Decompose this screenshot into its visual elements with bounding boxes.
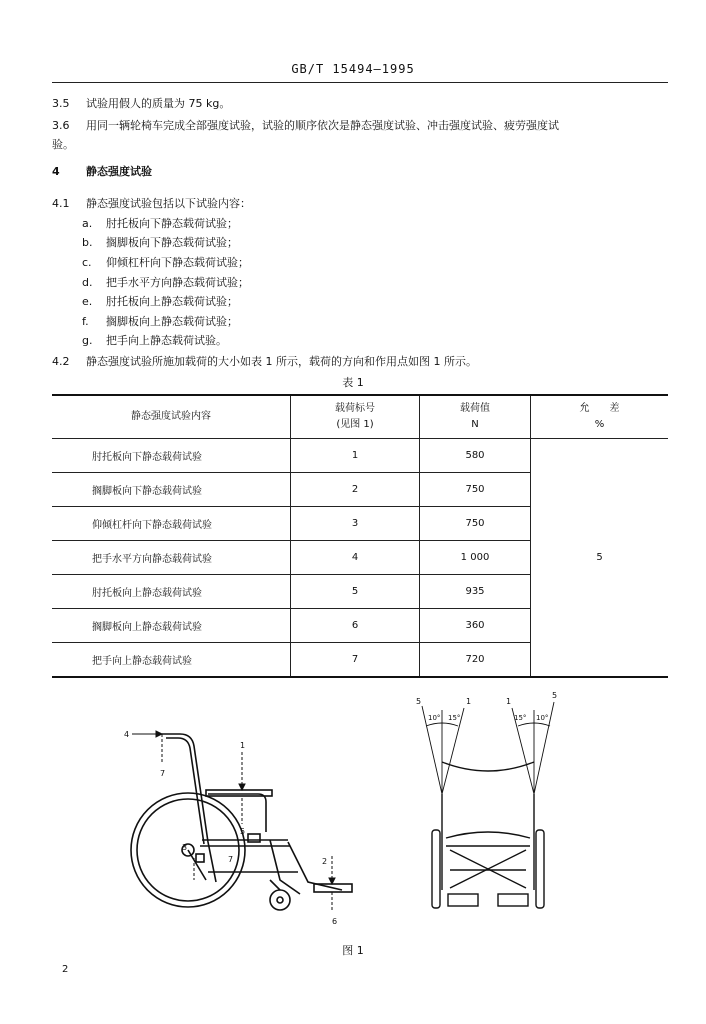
page-number: 2 — [62, 964, 69, 975]
table-row: 把手水平方向静态载荷试验 4 1 000 — [52, 541, 668, 575]
clause-3-6: 3.6 用同一辆轮椅车完成全部强度试验，试验的顺序依次是静态强度试验、冲击强度试验、疲劳强度试 — [52, 119, 559, 132]
table-header-row — [52, 395, 668, 439]
wheelchair-front-view — [408, 690, 568, 930]
header-tolerance: 允 差 % — [531, 395, 669, 439]
clause-3-6-continued: 验。 — [52, 138, 74, 151]
label-2: 2 — [322, 857, 328, 866]
table-row: 仰倾杠杆向下静态载荷试验 3 750 — [52, 507, 668, 541]
label-4: 4 — [124, 730, 130, 739]
list-item: d. 把手水平方向静态载荷试验； — [82, 276, 249, 289]
list-item: e. 肘托板向上静态载荷试验； — [82, 295, 238, 308]
label-5-right: 5 — [552, 691, 558, 700]
clause-4-2: 4.2 静态强度试验所施加载荷的大小如表 1 所示，载荷的方向和作用点如图 1 所示。 — [52, 355, 477, 368]
tolerance-cell: 5 — [531, 439, 669, 678]
angle-10-right: 10° — [536, 714, 549, 722]
label-1-right: 1 — [506, 697, 512, 706]
left-footplate — [448, 894, 478, 906]
label-7: 7 — [160, 769, 166, 778]
load-table — [52, 394, 668, 678]
table-row: 肘托板向上静态载荷试验 5 935 — [52, 575, 668, 609]
list-item: b. 搁脚板向下静态载荷试验； — [82, 236, 238, 249]
clause-3-5: 3.5 试验用假人的质量为 75 kg。 — [52, 97, 231, 110]
label-7b: 7 — [228, 855, 234, 864]
left-wheel — [432, 830, 440, 908]
standard-header: GB/T 15494—1995 — [291, 62, 415, 76]
label-1: 1 — [240, 741, 246, 750]
table-row: 肘托板向下静态载荷试验 1 580 5 — [52, 439, 668, 473]
list-item: c. 仰倾杠杆向下静态载荷试验； — [82, 256, 249, 269]
header-load-id: 载荷标号 (见图 1) — [291, 395, 420, 439]
table-row: 搁脚板向上静态载荷试验 6 360 — [52, 609, 668, 643]
label-5: 5 — [240, 827, 246, 836]
clause-4-1: 4.1 静态强度试验包括以下试验内容： — [52, 197, 251, 210]
right-footplate — [498, 894, 528, 906]
armrest — [208, 794, 266, 832]
table-title: 表 1 — [342, 376, 364, 389]
angle-15-right: 15° — [514, 714, 527, 722]
angle-15-left: 15° — [448, 714, 461, 722]
list-item: a. 肘托板向下静态载荷试验； — [82, 217, 238, 230]
label-5-left: 5 — [416, 697, 422, 706]
label-6: 6 — [332, 917, 338, 926]
header-rule — [52, 82, 668, 83]
right-wheel — [536, 830, 544, 908]
list-item: g. 把手向上静态载荷试验。 — [82, 334, 227, 347]
caster-wheel — [270, 890, 290, 910]
list-item: f. 搁脚板向上静态载荷试验； — [82, 315, 238, 328]
header-test-content: 静态强度试验内容 — [52, 395, 291, 439]
label-3: 3 — [182, 843, 188, 852]
table-row: 搁脚板向下静态载荷试验 2 750 — [52, 473, 668, 507]
section-4-heading: 4 静态强度试验 — [52, 165, 152, 178]
label-1-left: 1 — [466, 697, 472, 706]
wheelchair-side-view — [110, 722, 360, 932]
table-row: 把手向上静态载荷试验 7 720 — [52, 643, 668, 678]
back-frame — [162, 734, 216, 882]
footrest-frame — [288, 842, 342, 890]
angle-10-left: 10° — [428, 714, 441, 722]
figure-caption: 图 1 — [342, 944, 364, 957]
header-load-value: 载荷值 N — [420, 395, 531, 439]
